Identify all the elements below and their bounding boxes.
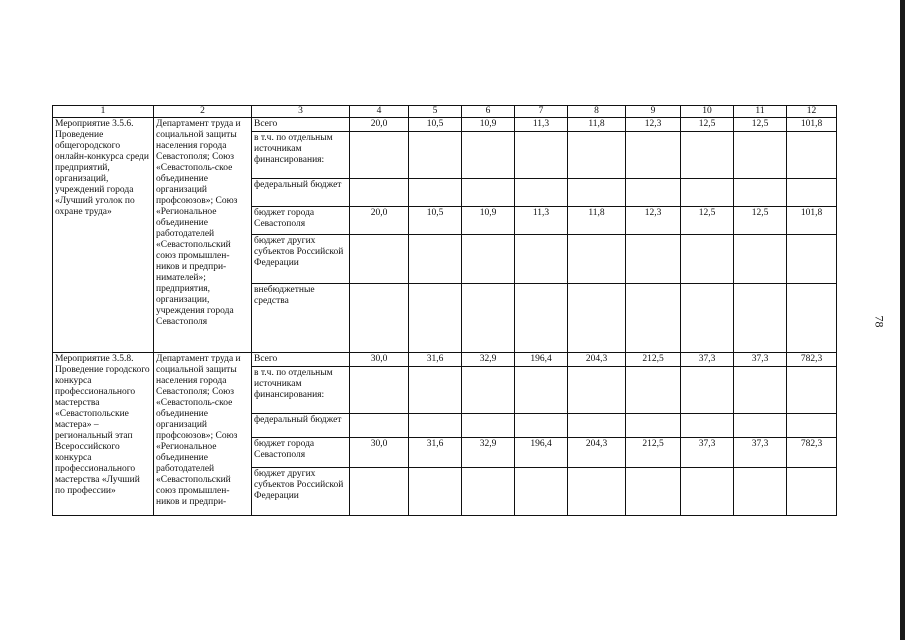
amount-cell: 37,3 [681, 353, 734, 367]
amount-cell [350, 414, 409, 438]
amount-cell: 37,3 [734, 353, 787, 367]
amount-cell: 30,0 [350, 438, 409, 468]
amount-cell: 12,3 [626, 207, 681, 235]
executor-cell: Департамент труда и социальной защиты населения города Севастополя; Союз «Севастополь-ское объединение организаций профсоюзов»; Союз «Региональное объединение работодателей «Севастопольский союз промышлен-ников и предпри- [154, 353, 252, 516]
amount-cell [626, 179, 681, 207]
amount-cell: 32,9 [462, 353, 515, 367]
measure-cell: Мероприятие 3.5.6. Проведение общегородского онлайн-конкурса среди предприятий, организаций, учреждений города «Лучший уголок по охране труда» [53, 118, 154, 353]
amount-cell [350, 235, 409, 284]
amount-cell [409, 414, 462, 438]
amount-cell: 12,5 [681, 118, 734, 132]
amount-cell [734, 468, 787, 516]
amount-cell [681, 414, 734, 438]
amount-cell: 11,3 [515, 207, 568, 235]
col-number: 9 [626, 106, 681, 118]
amount-cell [787, 414, 837, 438]
col-number: 4 [350, 106, 409, 118]
amount-cell [409, 284, 462, 353]
amount-cell [787, 179, 837, 207]
amount-cell: 30,0 [350, 353, 409, 367]
amount-cell [515, 414, 568, 438]
amount-cell [568, 414, 626, 438]
amount-cell: 37,3 [734, 438, 787, 468]
funding-source-cell: бюджет других субъектов Российской Федерации [252, 235, 350, 284]
measure-cell: Мероприятие 3.5.8. Проведение городского конкурса профессионального мастерства «Севастопольские мастера» – региональный этап Всероссийского конкурса профессионального мастерства «Лучший по профессии» [53, 353, 154, 516]
col-number: 2 [154, 106, 252, 118]
amount-cell: 196,4 [515, 438, 568, 468]
amount-cell [350, 284, 409, 353]
funding-source-cell: бюджет города Севастополя [252, 438, 350, 468]
amount-cell [462, 414, 515, 438]
amount-cell [409, 179, 462, 207]
amount-cell: 12,5 [681, 207, 734, 235]
amount-cell: 20,0 [350, 207, 409, 235]
amount-cell [734, 235, 787, 284]
amount-cell [626, 284, 681, 353]
amount-cell: 101,8 [787, 207, 837, 235]
table-row [53, 353, 837, 367]
amount-cell [409, 367, 462, 414]
amount-cell: 10,5 [409, 118, 462, 132]
amount-cell [350, 179, 409, 207]
amount-cell [681, 367, 734, 414]
col-number: 8 [568, 106, 626, 118]
funding-source-cell: бюджет города Севастополя [252, 207, 350, 235]
amount-cell [787, 235, 837, 284]
amount-cell: 12,3 [626, 118, 681, 132]
amount-cell [350, 132, 409, 179]
amount-cell [681, 132, 734, 179]
col-number: 10 [681, 106, 734, 118]
col-number: 5 [409, 106, 462, 118]
amount-cell [350, 367, 409, 414]
amount-cell [787, 468, 837, 516]
amount-cell [515, 235, 568, 284]
col-number: 3 [252, 106, 350, 118]
financing-table [52, 105, 837, 516]
amount-cell [568, 179, 626, 207]
amount-cell [462, 468, 515, 516]
amount-cell [462, 284, 515, 353]
amount-cell [568, 468, 626, 516]
amount-cell [787, 284, 837, 353]
amount-cell [681, 284, 734, 353]
amount-cell: 31,6 [409, 353, 462, 367]
amount-cell: 12,5 [734, 118, 787, 132]
funding-source-cell: в т.ч. по отдельным источникам финансирования: [252, 367, 350, 414]
table-body [53, 118, 837, 516]
amount-cell [626, 367, 681, 414]
amount-cell [568, 284, 626, 353]
amount-cell [515, 468, 568, 516]
amount-cell: 782,3 [787, 353, 837, 367]
amount-cell: 782,3 [787, 438, 837, 468]
amount-cell: 12,5 [734, 207, 787, 235]
amount-cell: 37,3 [681, 438, 734, 468]
amount-cell: 212,5 [626, 438, 681, 468]
amount-cell [734, 367, 787, 414]
amount-cell [462, 179, 515, 207]
amount-cell [626, 414, 681, 438]
col-number: 11 [734, 106, 787, 118]
funding-source-cell: федеральный бюджет [252, 414, 350, 438]
amount-cell: 32,9 [462, 438, 515, 468]
amount-cell: 101,8 [787, 118, 837, 132]
amount-cell [515, 284, 568, 353]
amount-cell [568, 132, 626, 179]
amount-cell [515, 179, 568, 207]
amount-cell: 31,6 [409, 438, 462, 468]
amount-cell [734, 179, 787, 207]
amount-cell [568, 235, 626, 284]
funding-source-cell: Всего [252, 118, 350, 132]
amount-cell [681, 179, 734, 207]
amount-cell [568, 367, 626, 414]
amount-cell [515, 367, 568, 414]
amount-cell: 10,9 [462, 207, 515, 235]
amount-cell: 10,9 [462, 118, 515, 132]
column-number-row [53, 106, 837, 118]
funding-source-cell: федеральный бюджет [252, 179, 350, 207]
table-row [53, 118, 837, 132]
amount-cell [350, 468, 409, 516]
amount-cell [734, 414, 787, 438]
amount-cell [681, 235, 734, 284]
amount-cell [409, 235, 462, 284]
amount-cell: 212,5 [626, 353, 681, 367]
amount-cell [462, 132, 515, 179]
col-number: 12 [787, 106, 837, 118]
executor-cell: Департамент труда и социальной защиты населения города Севастополя; Союз «Севастополь-ское объединение организаций профсоюзов»; Союз «Региональное объединение работодателей «Севастопольский союз промышлен-ников и предпри-нимателей»; предприятия, организации, учреждения города Севастополя [154, 118, 252, 353]
funding-source-cell: бюджет других субъектов Российской Федерации [252, 468, 350, 516]
amount-cell [462, 367, 515, 414]
amount-cell [787, 132, 837, 179]
amount-cell: 11,8 [568, 207, 626, 235]
amount-cell [409, 468, 462, 516]
amount-cell [515, 132, 568, 179]
amount-cell [734, 132, 787, 179]
funding-source-cell: Всего [252, 353, 350, 367]
amount-cell: 204,3 [568, 438, 626, 468]
amount-cell: 11,3 [515, 118, 568, 132]
amount-cell [462, 235, 515, 284]
amount-cell [787, 367, 837, 414]
amount-cell [626, 468, 681, 516]
col-number: 7 [515, 106, 568, 118]
funding-source-cell: внебюджетные средства [252, 284, 350, 353]
amount-cell: 196,4 [515, 353, 568, 367]
col-number: 1 [53, 106, 154, 118]
scan-edge [900, 0, 905, 640]
page-number: 78 [872, 315, 887, 328]
amount-cell [734, 284, 787, 353]
funding-source-cell: в т.ч. по отдельным источникам финансирования: [252, 132, 350, 179]
amount-cell: 11,8 [568, 118, 626, 132]
amount-cell [626, 132, 681, 179]
amount-cell [409, 132, 462, 179]
amount-cell [626, 235, 681, 284]
amount-cell: 204,3 [568, 353, 626, 367]
amount-cell: 10,5 [409, 207, 462, 235]
col-number: 6 [462, 106, 515, 118]
amount-cell [681, 468, 734, 516]
amount-cell: 20,0 [350, 118, 409, 132]
